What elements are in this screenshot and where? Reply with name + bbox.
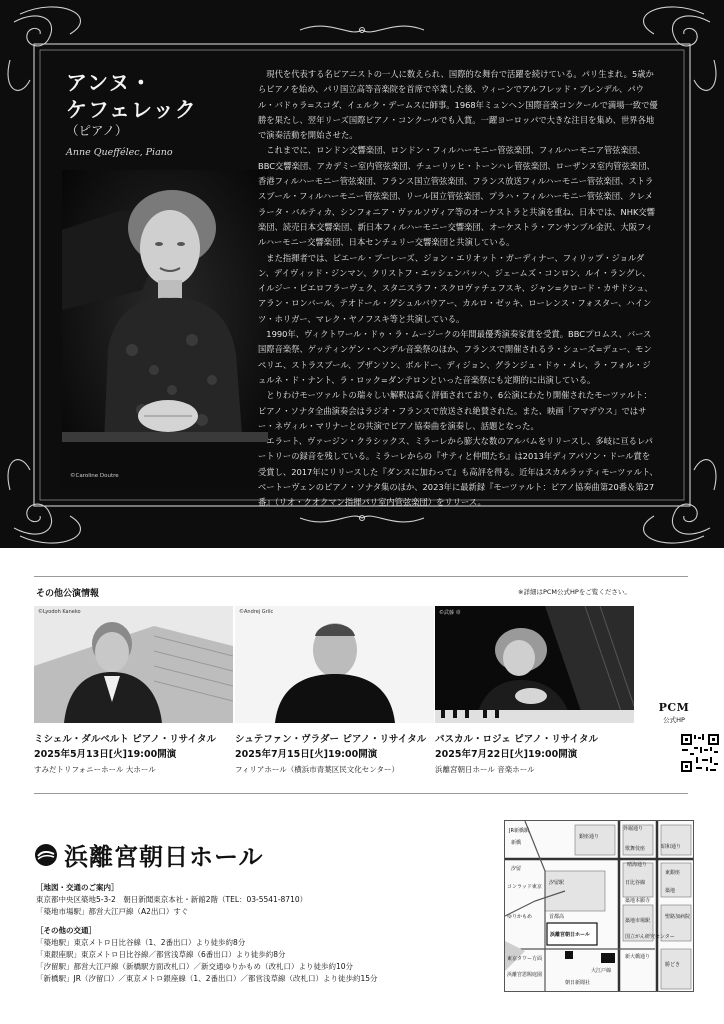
nearest-station: 「築地市場駅」都営大江戸線（A2出口）すぐ bbox=[36, 907, 189, 917]
event-title: パスカル・ロジェ ピアノ・リサイタル bbox=[435, 734, 599, 745]
map-label: 勝どき bbox=[665, 962, 681, 968]
route-item: 「新橋駅」JR（汐留口）／東京メトロ銀座線（1、2番出口）／都営浅草線（改札口）より徒歩約15分 bbox=[36, 974, 378, 984]
bio-paragraph: これまでに、ロンドン交響楽団、ロンドン・フィルハーモニー管弦楽団、フィルハーモニア管弦楽団、BBC交響楽団、アカデミー室内管弦楽団、チューリッヒ・トーンハレ管弦楽団、ローザンヌ室内管弦楽団、香港フィルハーモニー管弦楽団、フランス国立管弦楽団、フランス放送フィルハーモニー管弦楽団、ストラスブール・フィルハーモニー管弦楽団、リール国立管弦楽団、プラハ・フィルハーモニー管弦楽団、クレメラータ・バルティカ、シンフォニア・ヴァルソヴィア等のオーケストラと共演を重ね、日本では、NHK交響楽団、読売日本交響楽団、新日本フィルハーモニー交響楽団、オーケストラ・アンサンブル金沢、大阪フィルハーモニー交響楽団、日本センチュリー交響楽団と共演している。 bbox=[258, 145, 656, 248]
photo-credit: ©Caroline Doutre bbox=[70, 473, 119, 479]
map-label: 晴海通り bbox=[627, 862, 648, 868]
event-venue: フィリアホール（横浜市青葉区民文化センター） bbox=[235, 765, 399, 774]
divider bbox=[34, 793, 688, 794]
event-date: 2025年7月15日[火]19:00開演 bbox=[235, 749, 378, 760]
pcm-logo-text: PCM bbox=[658, 701, 690, 714]
map-label: 朝日新聞社 bbox=[565, 980, 591, 986]
performer-photo-dalberto bbox=[34, 606, 233, 723]
event-venue: 浜離宮朝日ホール 音楽ホール bbox=[435, 765, 535, 774]
map-label: 歌舞伎座 bbox=[625, 846, 646, 852]
hall-name: 浜離宮朝日ホール bbox=[64, 843, 264, 871]
hall-logo-icon bbox=[34, 843, 58, 867]
bio-paragraph: また指揮者では、ピエール・ブーレーズ、ジョン・エリオット・ガーディナー、フィリップ・ジョルダン、デイヴィッド・ジンマン、クリストフ・エッシェンバッハ、ジェームズ・コンロン、ルイ・ラングレ、イルジー・ビエロフラーヴェク、スタニスラフ・スクロヴァチェフスキ、ジャン=クロード・カサドシュ、アラン・ロンバール、テオドール・グシュルバウアー、カルロ・ゼッキ、ローレンス・フォスター、ハインツ・ホリガー、マレク・ヤノフスキ等と共演している。 bbox=[258, 252, 653, 324]
event-title: シュテファン・ヴラダー ピアノ・リサイタル bbox=[235, 734, 427, 745]
map-label: 浜離宮朝日ホール bbox=[550, 932, 590, 938]
other-transport-heading: ［その他の交通］ bbox=[36, 925, 96, 935]
map-label: 外堀通り bbox=[623, 826, 644, 832]
bio-paragraph: エラート、ヴァージン・クラシックス、ミラーレから膨大な数のアルバムをリリースし、多岐に亘るレパートリーの録音を残している。ミラーレからの『サティと仲間たち』は2013年ディアパソン・ドール賞を受賞し、2017年にリリースした『ダンスに加わって』も高評を得る。近年はスカルラッティモーツァルト、ベートーヴェンのピアノ・ソナタ集のほか、2023年に最新録『モーツァルト：ピアノ協奏曲第20番＆第27番』（リオ・クオクマン指揮パリ室内管弦楽団）をリリース。 bbox=[258, 436, 658, 508]
divider bbox=[34, 576, 688, 577]
pcm-logo-subtitle: 公式HP bbox=[663, 716, 685, 724]
map-label: 銀座通り bbox=[579, 834, 600, 840]
photo-credit: ©武藤 章 bbox=[439, 610, 461, 616]
bio-paragraph: 現代を代表する名ピアニストの一人に数えられ、国際的な舞台で活躍を続けている。パリ生まれ。5歳からピアノを始め、パリ国立高等音楽院を首席で卒業した後、ウィーンでアルフレッド・ブレンデル、パウル・バドゥラ=スコダ、イェルク・デームスに師事。1968年ミュンヘン国際音楽コンクールで満場一致で優勝を果たし、翌年リーズ国際ピアノ・コンクールでも入賞。一躍ヨーロッパで大きな注目を集め、世界各地で演奏活動を開始させた。 bbox=[258, 69, 658, 141]
artist-name bbox=[66, 70, 197, 124]
map-label: 新橋 bbox=[511, 840, 522, 846]
event-date: 2025年7月22日[火]19:00開演 bbox=[435, 749, 578, 760]
map-label: 汐留駅 bbox=[549, 880, 565, 886]
map-label: 国立がん研究センター bbox=[625, 934, 675, 940]
route-item: 「東銀座駅」東京メトロ日比谷線／都営浅草線（6番出口）より徒歩約8分 bbox=[36, 950, 286, 960]
photo-credit: ©Andrej Grilc bbox=[239, 609, 274, 615]
artist-name-line1: アンヌ・ bbox=[66, 71, 153, 95]
map-label: 浜離宮恩賜庭園 bbox=[507, 972, 543, 978]
map-label: 東京タワー方面 bbox=[507, 956, 543, 962]
artist-name-line2: ケフェレック bbox=[66, 98, 197, 122]
event-venue: すみだトリフォニーホール 大ホール bbox=[34, 765, 156, 774]
biography bbox=[258, 67, 658, 511]
map-label: 首都高 bbox=[549, 914, 565, 920]
bio-paragraph: とりわけモーツァルトの瑞々しい解釈は高く評価されており、6公演にわたり開催されたモーツァルト：ピアノ・ソナタ全曲演奏会はラジオ・フランスで放送され絶賛された。また、映画「アマデウス」ではサー・ネヴィル・マリナーとの共演でピアノ協奏曲を演奏し、話題となった。 bbox=[258, 390, 652, 431]
artist-name-english: Anne Queffélec, Piano bbox=[66, 147, 173, 158]
map-label: コンラッド東京 bbox=[507, 884, 542, 890]
photo-credit: ©Lyodoh Kaneko bbox=[38, 609, 81, 615]
map-label: 昭和通り bbox=[661, 844, 682, 850]
access-map bbox=[504, 820, 694, 992]
hall-address: 東京都中央区築地5-3-2 朝日新聞東京本社・新館2階（TEL：03-5541-8710） bbox=[36, 895, 308, 905]
map-label: 築地 bbox=[665, 888, 676, 894]
pcm-logo[interactable] bbox=[650, 701, 698, 724]
artist-portrait bbox=[62, 170, 268, 488]
details-note: ※詳細はPCM公式HPをご覧ください。 bbox=[518, 588, 631, 596]
map-label: 新大橋通り bbox=[625, 954, 651, 960]
artist-role: （ピアノ） bbox=[66, 123, 128, 138]
event-title: ミシェル・ダルベルト ピアノ・リサイタル bbox=[34, 734, 217, 745]
other-performances-title: その他公演情報 bbox=[36, 589, 100, 599]
map-label: 築地市場駅 bbox=[625, 918, 651, 924]
event-date: 2025年5月13日[火]19:00開演 bbox=[34, 749, 177, 760]
map-label: JR新橋駅 bbox=[509, 828, 529, 834]
access-info bbox=[36, 882, 378, 986]
map-label: ゆりかもめ bbox=[507, 914, 533, 920]
map-label: 築地本願寺 bbox=[625, 898, 651, 904]
performer-photo-roge bbox=[435, 606, 634, 723]
hall-logo bbox=[34, 837, 264, 872]
map-label: 東銀座 bbox=[665, 870, 681, 876]
qr-code-icon[interactable] bbox=[680, 733, 720, 773]
map-label: 日比谷線 bbox=[625, 880, 646, 886]
performer-photo-vladar bbox=[235, 606, 434, 723]
route-item: 「築地駅」東京メトロ日比谷線（1、2番出口）より徒歩約8分 bbox=[36, 937, 246, 947]
map-label: 大江戸線 bbox=[591, 968, 612, 974]
bio-paragraph: 1990年、ヴィクトワール・ドゥ・ラ・ムージークの年間最優秀演奏家賞を受賞。BBCプロムス、バース国際音楽祭、ゲッティンゲン・ヘンデル音楽祭のほか、フランスで開催されるラ・シューズ=デュー、モンペリエ、ストラスブール、ブザンソン、ボルドー、ディジョン、グランジュ・ドゥ・メレ、ラ・フォル・ジュルネ・ド・ナント、ラ・ロック=ダンテロンといった音楽祭にも定期的に出演している。 bbox=[258, 329, 652, 385]
map-label: 汐留 bbox=[511, 866, 522, 872]
route-item: 「汐留駅」都営大江戸線（新橋駅方面改札口）／新交通ゆりかもめ（改札口）より徒歩約10分 bbox=[36, 962, 354, 972]
map-label: 聖路加病院 bbox=[665, 914, 691, 920]
access-heading: ［地図・交通のご案内］ bbox=[36, 883, 119, 892]
